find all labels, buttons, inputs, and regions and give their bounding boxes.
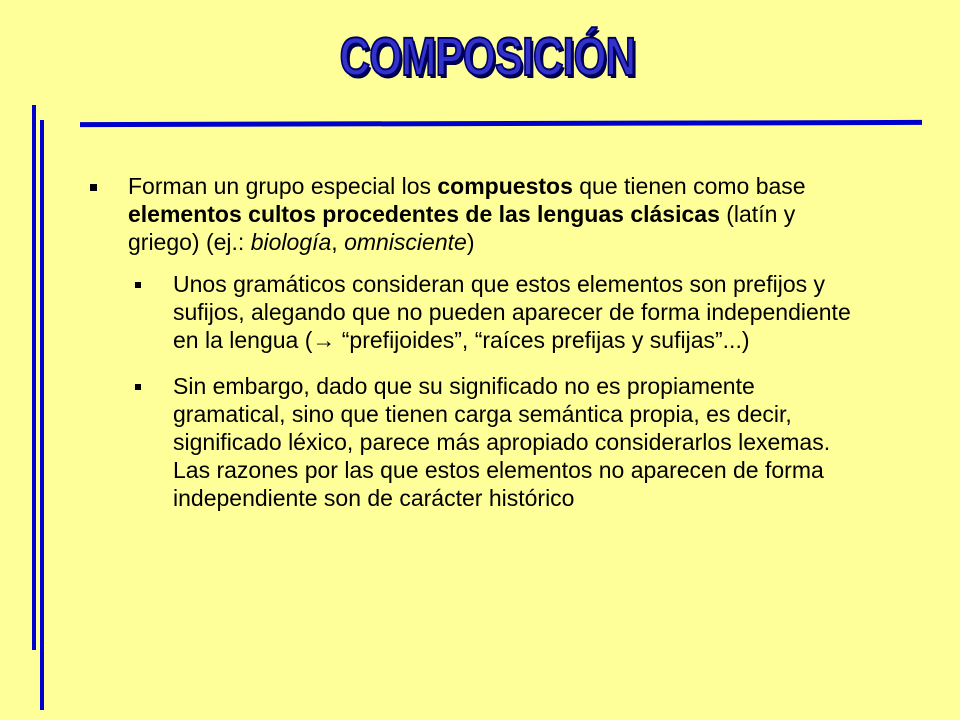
text-run: Forman un grupo especial los — [128, 173, 438, 199]
bullet-text — [128, 173, 806, 255]
decorative-vertical-line — [40, 120, 44, 710]
text-run: ) — [466, 229, 475, 255]
title-underline — [80, 120, 922, 127]
slide-content — [90, 172, 870, 530]
bold-term: elementos cultos procedentes de las lenguas clásicas — [128, 201, 720, 227]
bullet-item — [90, 172, 870, 256]
sub-bullet-item — [135, 270, 870, 354]
square-bullet-icon — [135, 384, 141, 390]
text-run: , — [331, 229, 345, 255]
decorative-vertical-line — [32, 105, 36, 650]
square-bullet-icon — [135, 282, 141, 288]
bold-term: compuestos — [437, 173, 573, 199]
italic-example: omnisciente — [344, 229, 467, 255]
square-bullet-icon — [90, 184, 97, 191]
sub-bullet-text: Unos gramáticos consideran que estos elementos son prefijos y sufijos, alegando que no pueden aparecer de forma independiente en la lengua (→ “prefijoides”, “raíces prefijas y sufijas”...) — [173, 271, 851, 353]
text-run: que tienen como base — [572, 173, 806, 199]
italic-example: biología — [250, 229, 332, 255]
sub-bullet-item — [135, 372, 870, 512]
text-run: (latín y griego) (ej.: — [128, 201, 796, 255]
sub-bullet-text: Sin embargo, dado que su significado no es propiamente gramatical, sino que tienen carga semántica propia, es decir, significado léxico, parece más apropiado considerarlos lexemas. Las razones por las que estos elementos no aparecen de forma independiente son de carácter histórico — [173, 373, 831, 511]
slide-title: COMPOSICIÓN — [339, 27, 636, 87]
